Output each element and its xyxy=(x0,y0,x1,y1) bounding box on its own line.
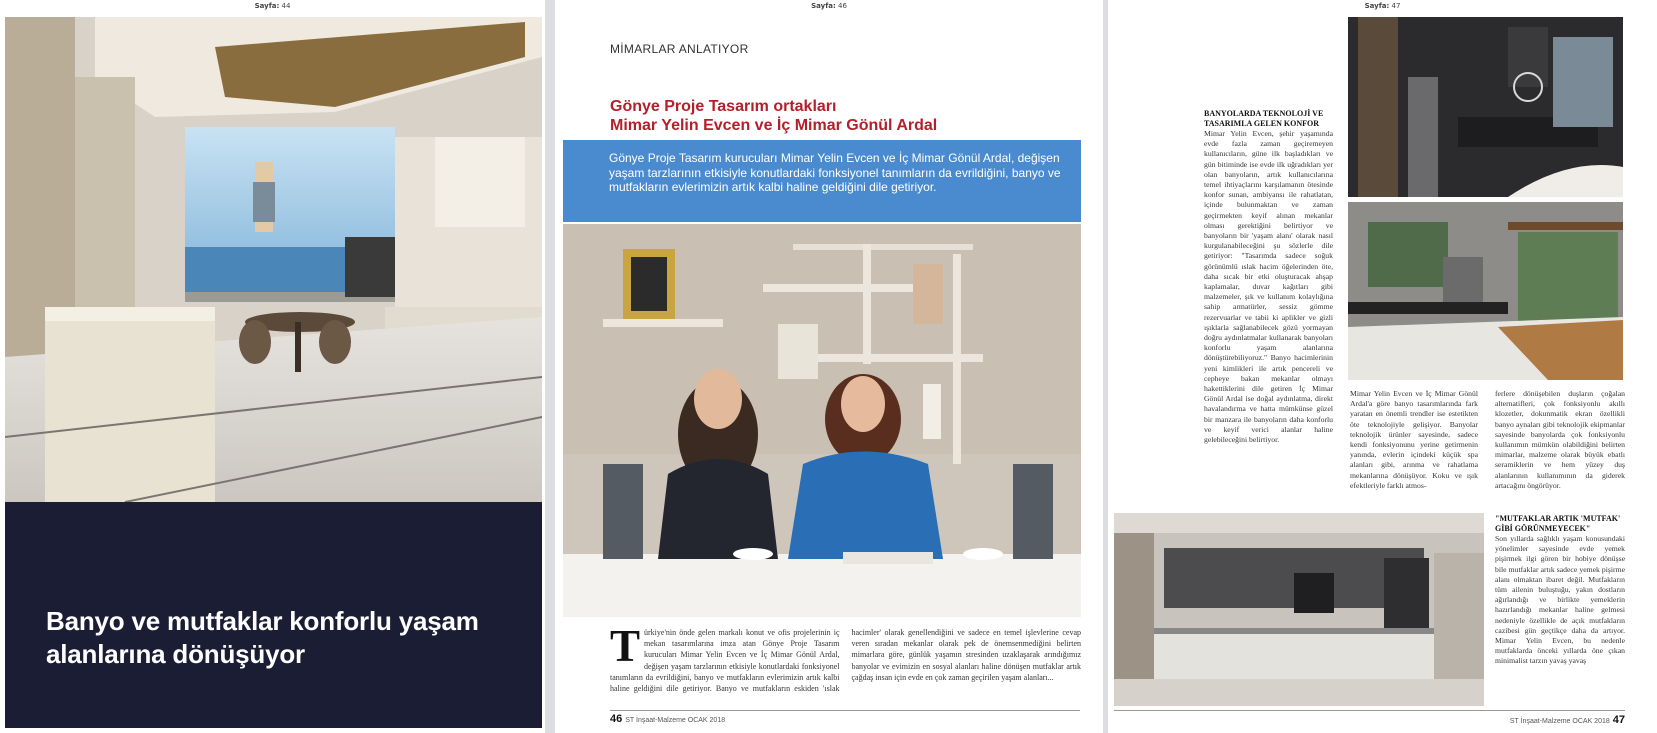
column-4-text: Son yıllarda sağlıklı yaşam konusundaki yönelimler sayesinde evde yemek pişirmek ilgi gören bir hobiye dönüşse bile mutfaklar artık sadece yemek pişirme alanı olmaktan ibaret değil. Mutfakların tüm ailenin buluştuğu, yakın dostların ağırlandığı ve birlikte yemeklerin hazırlandığı mekanlar haline gelmesi nedeniyle özellikle de açık mutfakların cazibesi gün geçtikçe daha da artıyor. Mimar Yelin Evcen, bu nedenle mutfaklarda önceki yıllarda öne çıkan minimalist tarzın yavaş yavaş xyxy=(1495,534,1625,666)
page-46 xyxy=(555,0,1103,733)
page-label: Sayfa: 44 xyxy=(254,2,291,10)
page-headline: Banyo ve mutfaklar konforlu yaşam alanlarına dönüşüyor xyxy=(46,606,479,669)
page-44 xyxy=(0,0,545,733)
title-line-1: Gönye Proje Tasarım ortakları xyxy=(610,98,837,115)
kitchen-photo-2 xyxy=(1114,513,1484,706)
footer-rule xyxy=(1114,710,1625,711)
body-text: ürkiye'nin önde gelen markalı konut ve ofis projelerinin iç mekan tasarımlarına imza atan Gönye Proje Tasarım kurucuları Mimar Yelin Evcen ve İç Mimar Gönül Ardal, değişen yaşam tarzlarının etkisiyle konutlardaki fonksiyonel tanımların da evrildiğini, banyo ve mutfakların evlerimizin artık kalbi haline geldiğini dile getiriyor. Banyo ve mutfakların eskiden 'ıslak hacimler' olarak genellendiğini ve sadece en temel işlevlerine cevap veren sıradan mekanlar olarak pek de önemsenmediğini belirten mimarlara göre, günlük yaşamın stresinden uzaklaşarak arındığımız banyolar ve evimizin en sosyal alanları haline dönüşen mutfaklar artık çağdaş insan için evde en çok zaman geçirilen yaşam alanları... xyxy=(610,628,1081,694)
column-1-text: Mimar Yelin Evcen, şehir yaşamında evde fazla zaman geçiremeyen kullanıcıların, güne ilk başladıkları ve gün bitiminde ise evde ilk uğradıkları yer olan banyoların, artık kullanıcılarına temel ihtiyaçlarını karşılamanın ötesinde konfor sunan, ambiyansı ile rahatlatan, içinde bulunmaktan ve zaman geçirmekten keyif alınan mekanlar olması gerektiğini belirtiyor ve banyoların bir 'yaşam alanı' olarak nasıl kurgulanabileceğini şu sözlerle dile getiriyor: "Tasarımda sadece soğuk görünümlü ıslak hacim öğelerinden öte, daha sıcak bir etki oluşturacak ahşap kaplamalar, duvar kağıtları gibi malzemeler, şık ve kullanım kolaylığına sahip armatürler, sessiz gömme rezervuarlar ve tabii ki aplikler ve gizli ışıklarla sağlanabilecek gözü yormayan doğru aydınlatmalar kullanarak banyoları konforlu yaşam alanlarına dönüştürebiliyoruz." Banyo hacimlerinin yeni kimlikleri ile artık pencereli ve cepheye bakan mekanlar olmayı hakettiklerini dile getiren İç Mimar Gönül Ardal ise doğal aydınlatma, direkt havalandırma ve hatta mümkünse güzel bir manzara ile banyoların daha konforlu ve keyif verici alanlar haline gelebileceğini belirtiyor. xyxy=(1204,129,1333,445)
subheading-bathroom xyxy=(1204,109,1333,129)
subheading-line-1: BANYOLARDA TEKNOLOJİ VE xyxy=(1204,109,1324,118)
article-title xyxy=(610,97,1080,135)
page-label: Sayfa: 46 xyxy=(811,2,847,10)
subheading-line-2: GİBİ GÖRÜNMEYECEK" xyxy=(1495,524,1591,533)
bathroom-section xyxy=(1204,109,1333,445)
page-footer: 46 ST İnşaat-Malzeme OCAK 2018 xyxy=(610,713,726,725)
column-3-text: ferlere dönüşebilen duşların çoğalan alternatifleri, çok fonksiyonlu akıllı klozetler, dokunmatik ekran özellikli banyo aynaları gibi teknolojik ekipmanlar sayesinde banyolarda çok fonksiyonlu kullanımın mümkün olabildiğini belirten mimarlar, malzeme olarak büyük ebatlı seramiklerin ve hem yüzey duş alanlarının kullanımının da giderek artacağını öngörüyor. xyxy=(1495,389,1625,490)
article-body xyxy=(610,621,1081,707)
page-label: Sayfa: 47 xyxy=(1364,2,1401,10)
column-2-text: Mimar Yelin Evcen ve İç Mimar Gönül Ardal'a göre banyo tasarımlarında fark yaratan en önemli trendler ise estetikten öte teknolojiyle gelişiyor. Banyolar teknolojik ürünler sayesinde, sadece kendi fonksiyonunu yerine getirmenin yanında, evlerin içindeki küçük spa alanları gibi, arınma ve rahatlama mekanlarına dönüşüyor. Koku ve ışık efektleriyle farklı atmos- xyxy=(1350,389,1478,490)
footer-rule xyxy=(610,710,1080,711)
title-line-2: Mimar Yelin Evcen ve İç Mimar Gönül Ardal xyxy=(610,117,938,134)
page-47 xyxy=(1108,0,1657,733)
lead-paragraph: Gönye Proje Tasarım kurucuları Mimar Yelin Evcen ve İç Mimar Gönül Ardal, değişen yaşam tarzlarının etkisiyle konutlardaki fonksiyonel tanımların da evrildiğini, banyo ve mutfakların evlerimizin artık kalbi haline geldiğini dile getiriyor. xyxy=(563,140,1081,222)
kitchen-section xyxy=(1495,514,1625,667)
section-tag: MİMARLAR ANLATIYOR xyxy=(610,42,749,56)
subheading-line-2: TASARIMLA GELEN KONFOR xyxy=(1204,119,1319,128)
drop-cap: T xyxy=(610,621,641,671)
bathroom-photo-2 xyxy=(1348,202,1623,380)
kitchen-photo xyxy=(5,17,542,502)
page-footer: ST İnşaat-Malzeme OCAK 2018 47 xyxy=(1509,714,1625,726)
subheading-kitchen xyxy=(1495,514,1625,534)
architects-photo xyxy=(563,224,1081,617)
bathroom-photo-1 xyxy=(1348,17,1623,197)
subheading-line-1: "MUTFAKLAR ARTIK 'MUTFAK' xyxy=(1495,514,1621,523)
